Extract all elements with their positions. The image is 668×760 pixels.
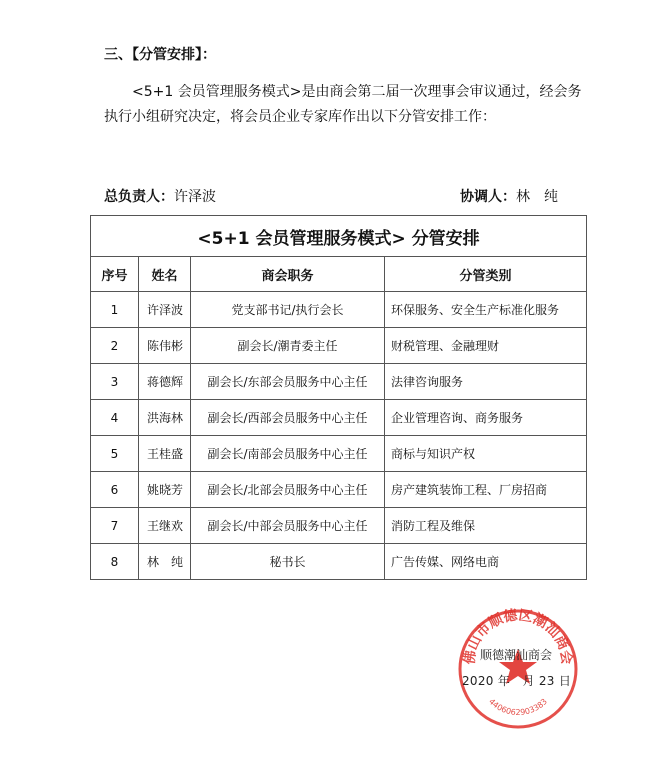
table-row [91,400,587,436]
cell-role: 副会长/北部会员服务中心主任 [191,472,385,508]
table-row [91,472,587,508]
intro-paragraph [104,80,582,130]
cell-name: 许泽波 [139,292,191,328]
table-row [91,292,587,328]
chief-name: 许泽波 [174,189,216,205]
chief-label: 总负责人： [104,189,174,205]
coordinator-lead [460,186,558,206]
table-title: <5+1 会员管理服务模式> 分管安排 [91,216,587,257]
cell-category: 环保服务、安全生产标准化服务 [385,292,587,328]
table-row [91,436,587,472]
table-row [91,544,587,580]
table-row [91,364,587,400]
cell-role: 副会长/南部会员服务中心主任 [191,436,385,472]
cell-no: 2 [91,328,139,364]
cell-name: 蒋德辉 [139,364,191,400]
cell-no: 6 [91,472,139,508]
coordinator-label: 协调人： [460,189,516,205]
seal-number-text: 4406062903383 [487,696,549,717]
cell-name: 陈伟彬 [139,328,191,364]
header-name: 姓名 [139,257,191,292]
cell-no: 3 [91,364,139,400]
section-heading: 三、【分管安排】： [104,47,216,63]
cell-category: 财税管理、金融理财 [385,328,587,364]
cell-name: 林 纯 [139,544,191,580]
signature-date: 2020 年 月 23 日 [462,674,572,688]
cell-no: 7 [91,508,139,544]
cell-no: 5 [91,436,139,472]
cell-role: 秘书长 [191,544,385,580]
intro-text: <5+1 会员管理服务模式>是由商会第二届一次理事会审议通过，经会务执行小组研究决定，将会员企业专家库作出以下分管安排工作： [104,84,582,125]
cell-category: 商标与知识产权 [385,436,587,472]
cell-role: 副会长/西部会员服务中心主任 [191,400,385,436]
cell-name: 王桂盛 [139,436,191,472]
table-row [91,508,587,544]
cell-no: 8 [91,544,139,580]
header-no: 序号 [91,257,139,292]
signature-organization: 顺德潮汕商会 [480,648,553,662]
cell-category: 消防工程及维保 [385,508,587,544]
header-category: 分管类别 [385,257,587,292]
cell-role: 副会长/中部会员服务中心主任 [191,508,385,544]
cell-no: 1 [91,292,139,328]
cell-no: 4 [91,400,139,436]
table-header-row [91,257,587,292]
cell-role: 党支部书记/执行会长 [191,292,385,328]
cell-role: 副会长/潮青委主任 [191,328,385,364]
cell-name: 姚晓芳 [139,472,191,508]
seal-name-text: 佛山市顺德区潮汕商会 [461,607,575,666]
cell-category: 广告传媒、网络电商 [385,544,587,580]
coordinator-name: 林 纯 [516,189,558,205]
assignment-table [90,215,587,580]
company-seal [456,607,580,731]
cell-category: 企业管理咨询、商务服务 [385,400,587,436]
chief-lead [104,186,216,206]
cell-role: 副会长/东部会员服务中心主任 [191,364,385,400]
cell-name: 洪海林 [139,400,191,436]
cell-category: 法律咨询服务 [385,364,587,400]
cell-category: 房产建筑装饰工程、厂房招商 [385,472,587,508]
header-role: 商会职务 [191,257,385,292]
table-row [91,328,587,364]
cell-name: 王继欢 [139,508,191,544]
